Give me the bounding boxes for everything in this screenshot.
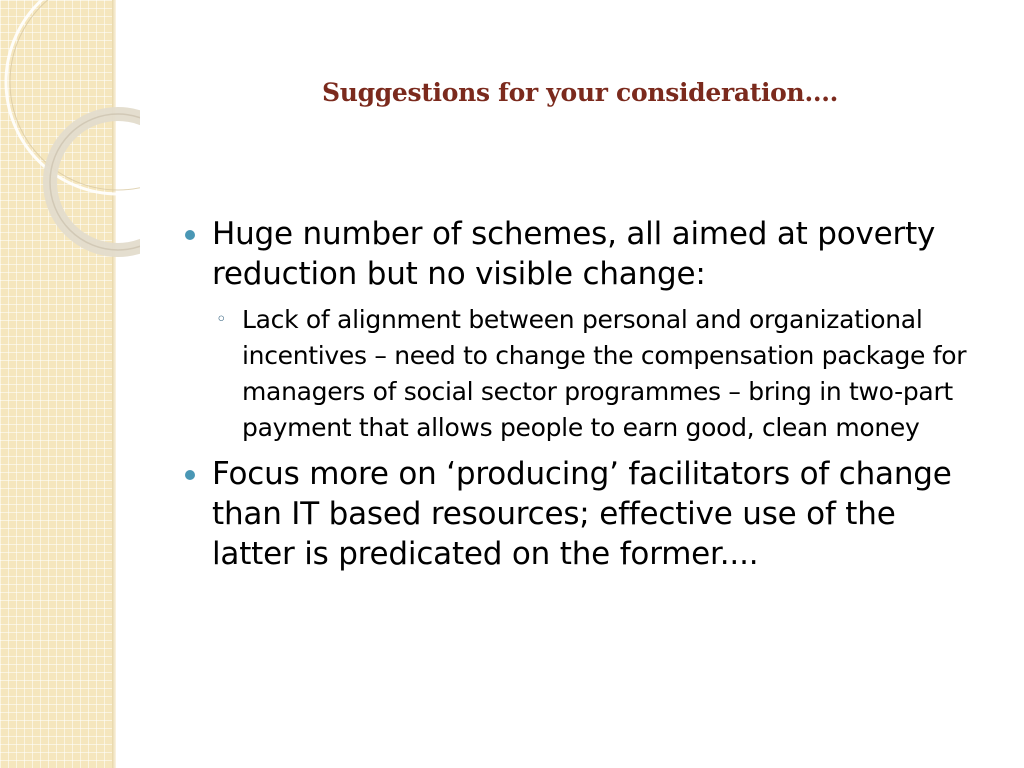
- bullet-text: Focus more on ‘producing’ facilitators of change than IT based resources; effective use of the latter is predicated on the former....: [212, 456, 952, 572]
- bullet-item: [182, 214, 982, 294]
- sub-bullet-text: Lack of alignment between personal and organizational incentives – need to change the compensation package for managers of social sector programmes – bring in two-part payment that allows people to earn good, clean money: [242, 305, 967, 442]
- bullet-item: [182, 454, 982, 574]
- hollow-circle-bullet-icon: ◦: [216, 309, 227, 330]
- bullet-text: Huge number of schemes, all aimed at poverty reduction but no visible change:: [212, 216, 936, 292]
- slide-title: Suggestions for your consideration....: [321, 78, 839, 107]
- sub-bullet-item: [182, 302, 982, 446]
- bullet-dot-icon: [185, 230, 195, 240]
- decorative-rings: [0, 0, 140, 260]
- slide-content: [182, 214, 982, 574]
- bullet-dot-icon: [185, 470, 195, 480]
